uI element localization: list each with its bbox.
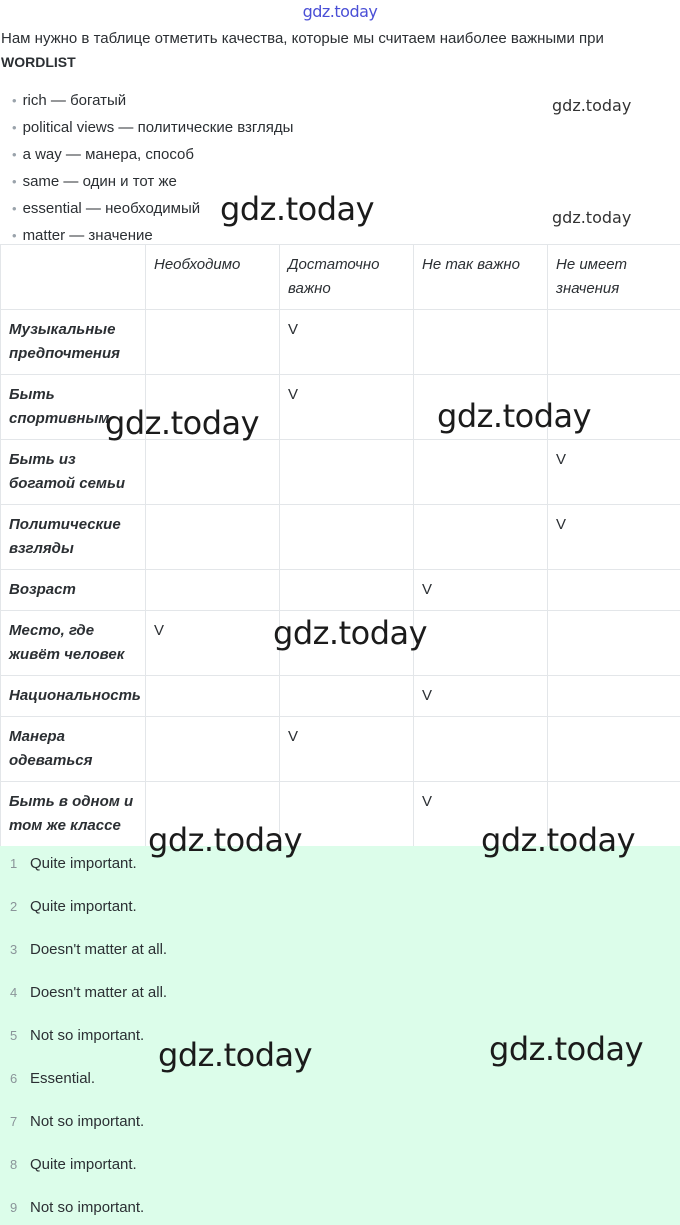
table-cell [548,310,680,375]
answer-item [0,895,137,919]
watermark: gdz.today [552,208,632,227]
table-cell [280,611,414,676]
table-cell [548,375,680,440]
answer-item [0,1067,95,1091]
table-cell [548,676,680,717]
table-row [1,570,680,611]
table-cell: V [548,440,680,505]
watermark: gdz.today [481,821,636,859]
table-row [1,676,680,717]
row-label: Быть из богатой семьи [1,440,146,505]
answer-item [0,938,167,962]
answer-number: 3 [10,942,18,957]
table-row [1,310,680,375]
wordlist-item: • political views — политические взгляды [12,117,293,144]
table-cell: V [414,782,548,847]
table-cell [146,505,280,570]
answer-text: Not so important. [30,1199,145,1216]
table-cell: V [280,375,414,440]
watermark: gdz.today [437,397,592,435]
table-cell: V [414,676,548,717]
row-label: Манера одеваться [1,717,146,782]
table-cell [280,570,414,611]
row-label: Национальность [1,676,146,717]
table-header-cell: Необходимо [146,245,280,310]
table-cell [548,782,680,847]
answer-text: Not so important. [30,1113,145,1130]
table-cell [414,717,548,782]
table-row [1,611,680,676]
row-label: Быть в одном и том же классе [1,782,146,847]
wordlist-item: • same — один и тот же [12,171,293,198]
wordlist [12,90,293,252]
answer-item [0,1024,144,1048]
answers-panel [0,846,680,1225]
table-cell [280,440,414,505]
table-cell [280,505,414,570]
table-cell [146,782,280,847]
table-header-cell: Не имеет значения [548,245,680,310]
table-cell [146,375,280,440]
answer-number: 1 [10,856,18,871]
answer-item [0,1110,144,1134]
table-cell [146,717,280,782]
watermark: gdz.today [552,96,632,115]
row-label: Быть спортивным [1,375,146,440]
watermark: gdz.today [158,1036,313,1074]
answer-text: Doesn't matter at all. [30,984,168,1001]
answer-number: 4 [10,985,18,1000]
table-cell [414,375,548,440]
table-header-cell [1,245,146,310]
table-cell [146,676,280,717]
watermark: gdz.today [489,1030,644,1068]
site-logo[interactable]: gdz.today [302,2,378,21]
answer-item [0,852,137,876]
table-cell [414,611,548,676]
row-label: Место, где живёт человек [1,611,146,676]
table-cell [548,611,680,676]
table-header-cell: Достаточно важно [280,245,414,310]
watermark: gdz.today [148,821,303,859]
table-cell [548,717,680,782]
table-row [1,782,680,847]
watermark: gdz.today [273,614,428,652]
answer-text: Quite important. [30,855,137,872]
table-cell: V [280,310,414,375]
table-row [1,375,680,440]
answer-text: Quite important. [30,1156,137,1173]
answer-item [0,981,167,1005]
watermark: gdz.today [220,190,375,228]
table-cell [146,310,280,375]
table-cell [548,570,680,611]
qualities-table [0,244,680,847]
wordlist-title: WORDLIST [1,54,76,70]
table-cell: V [280,717,414,782]
row-label: Музыкальные предпочтения [1,310,146,375]
table-cell [146,440,280,505]
answer-text: Not so important. [30,1027,145,1044]
answer-number: 5 [10,1028,18,1043]
answer-item [0,1196,144,1220]
wordlist-item: • essential — необходимый [12,198,293,225]
row-label: Политические взгляды [1,505,146,570]
table-header-row [1,245,680,310]
table-cell [414,440,548,505]
answer-text: Quite important. [30,898,137,915]
table-row [1,717,680,782]
table-cell [414,505,548,570]
table-row [1,440,680,505]
table-cell: V [146,611,280,676]
table-cell [414,310,548,375]
table-cell: V [414,570,548,611]
answer-text: Doesn't matter at all. [30,941,168,958]
table-header-cell: Не так важно [414,245,548,310]
answer-number: 6 [10,1071,18,1086]
wordlist-item: • a way — манера, способ [12,144,293,171]
answer-text: Essential. [30,1070,96,1087]
answer-item [0,1153,137,1177]
intro-text: Нам нужно в таблице отметить качества, которые мы считаем наиболее важными при [1,30,604,47]
answer-number: 2 [10,899,18,914]
wordlist-item: • matter — значение [12,225,293,252]
table-cell [146,570,280,611]
table-cell [280,782,414,847]
watermark: gdz.today [105,404,260,442]
answer-number: 9 [10,1200,18,1215]
table-cell: V [548,505,680,570]
wordlist-item: • rich — богатый [12,90,293,117]
table-cell [280,676,414,717]
row-label: Возраст [1,570,146,611]
table-row [1,505,680,570]
answer-number: 8 [10,1157,18,1172]
answer-number: 7 [10,1114,18,1129]
